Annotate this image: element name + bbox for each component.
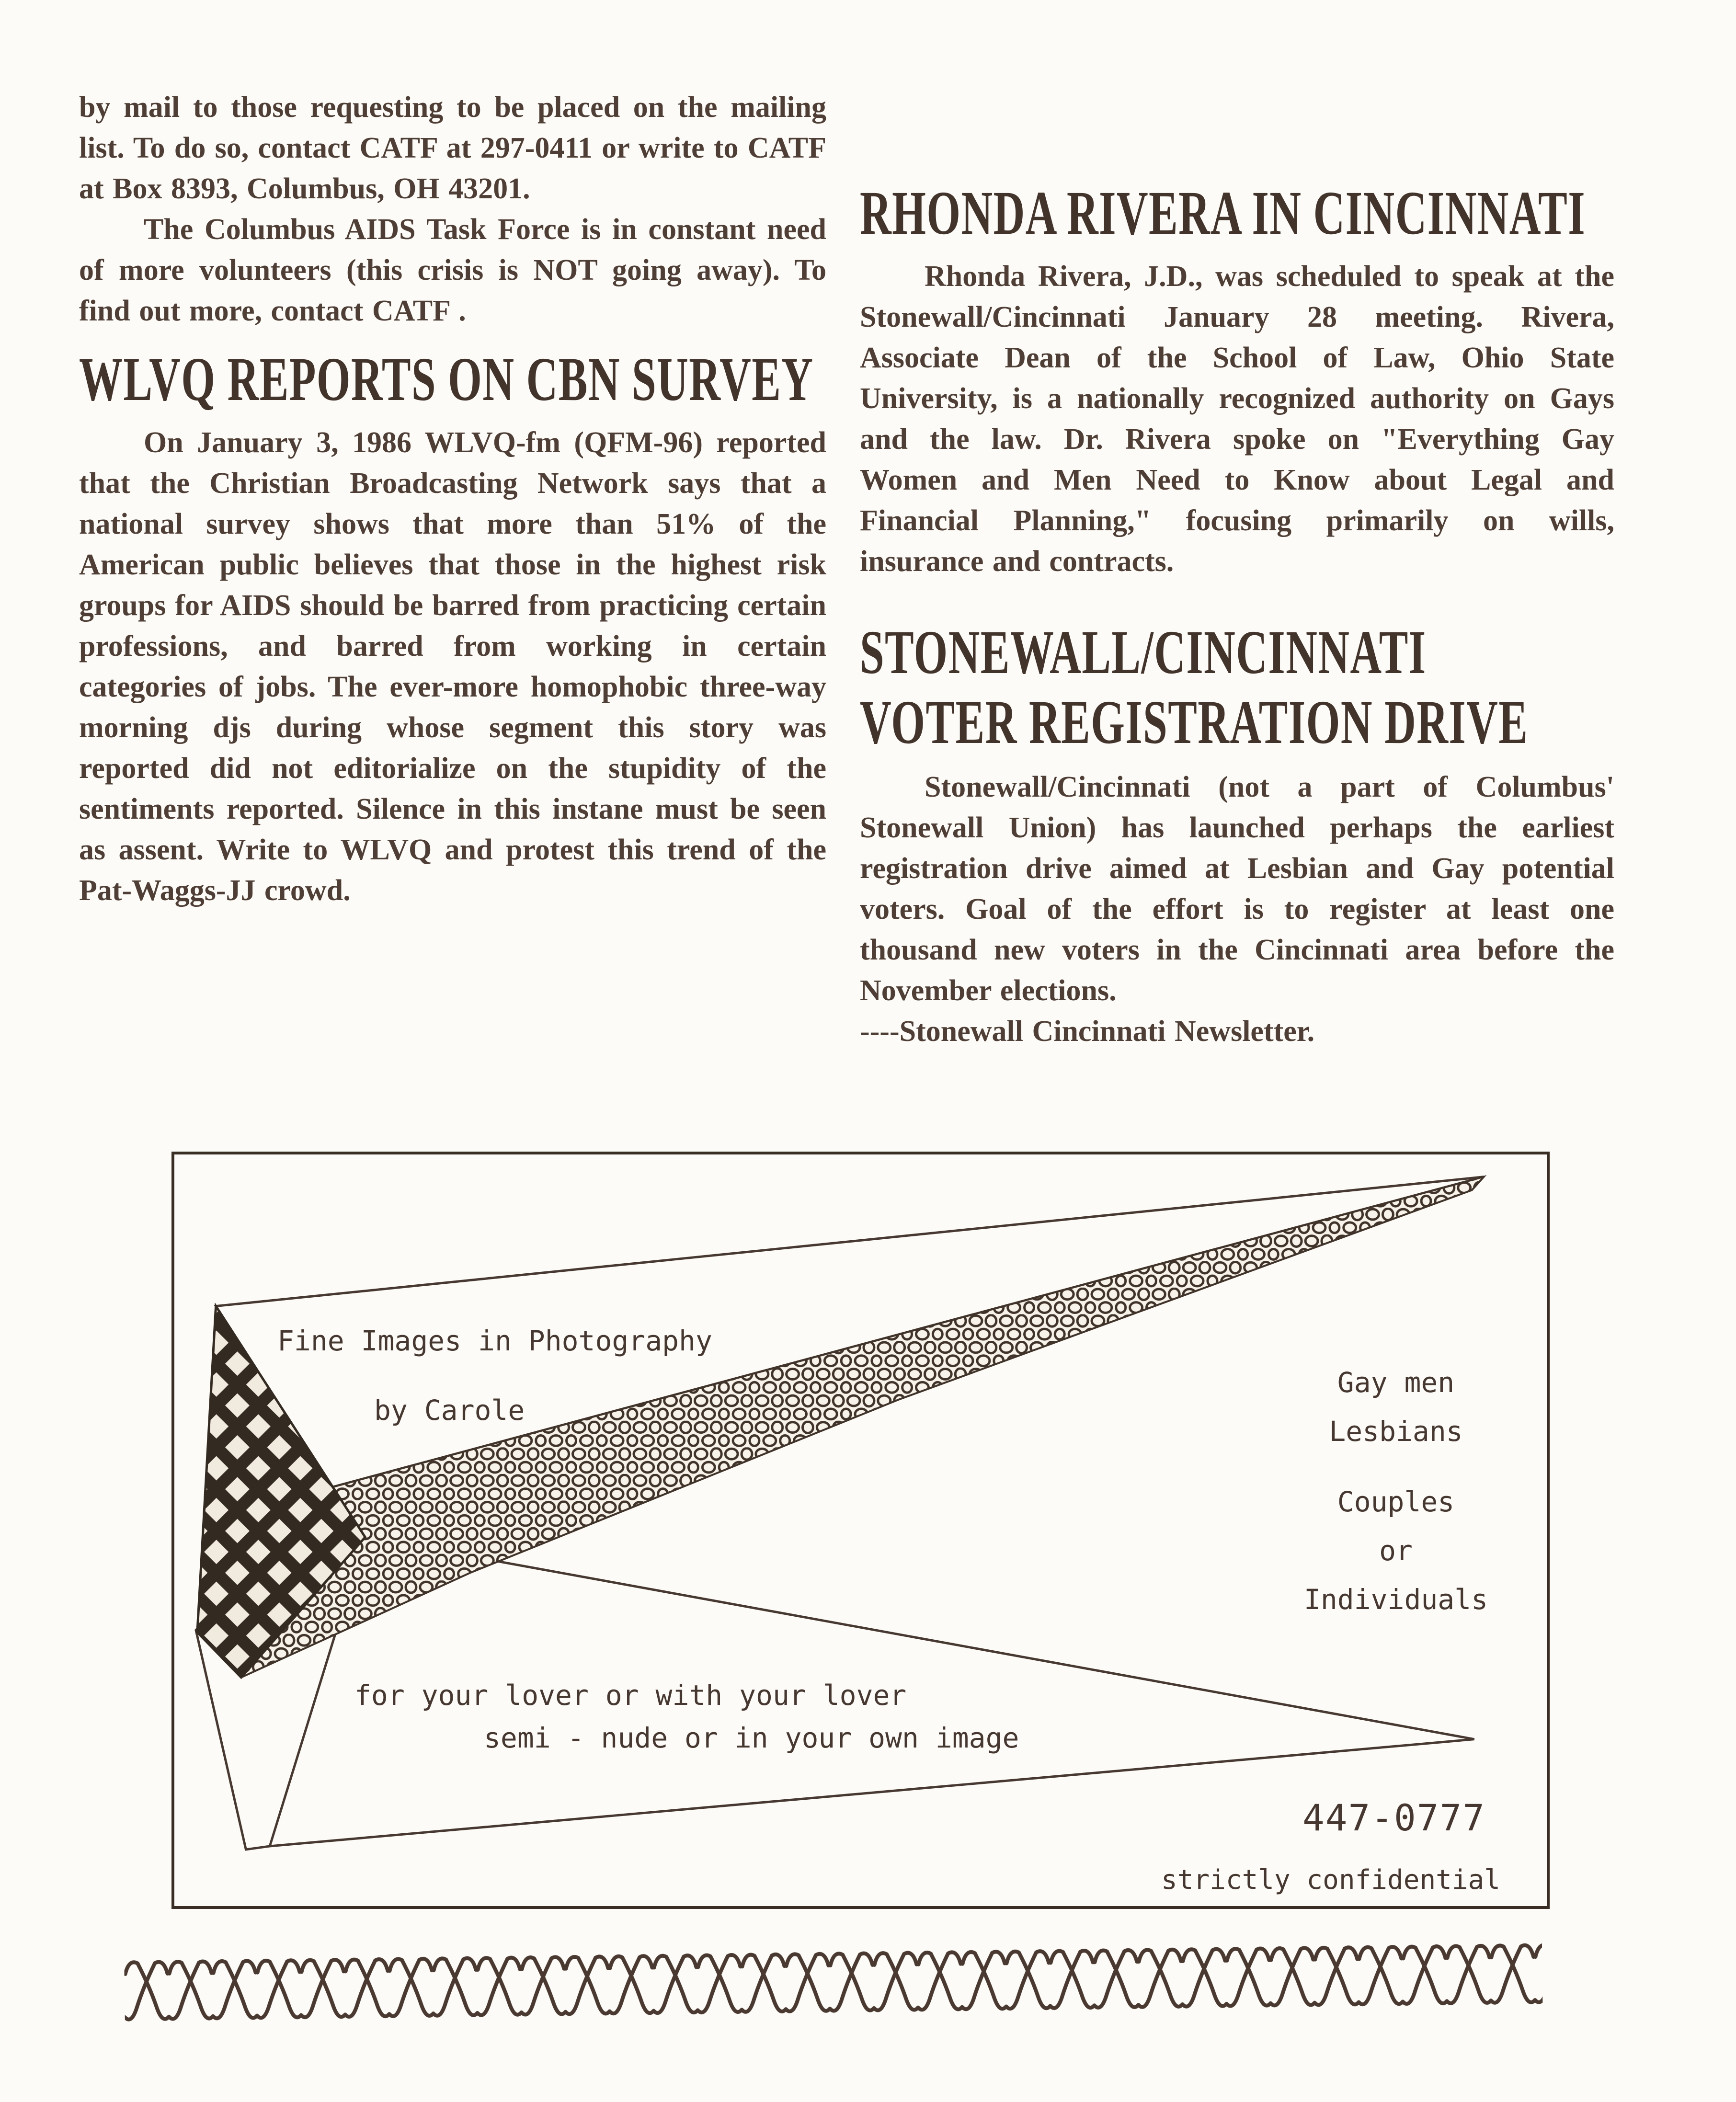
ad-title: Fine Images in Photography (277, 1325, 712, 1357)
heading-line: STONEWALL/CINCINNATI (860, 618, 1427, 687)
right-column (860, 160, 1614, 1052)
ad-audience-item: Couples (1337, 1485, 1455, 1518)
paragraph-rhonda-rivera: Rhonda Rivera, J.D., was scheduled to speak at the Stonewall/Cincinnati January 28 meeting. Rivera, Associate Dean of the School of Law, Ohio State University, is a nationally recognized authority on Gays and the law. Dr. Rivera spoke on "Everything Gay Women and Men Need to Know about Legal and Financial Planning," focusing primarily on wills, insurance and contracts. (860, 260, 1614, 578)
section-heading-rhonda-rivera: RHONDA RIVERA IN CINCINNATI (860, 179, 1586, 248)
ad-audience-item: Individuals (1303, 1583, 1488, 1616)
paragraph-wlvq-survey: On January 3, 1986 WLVQ-fm (QFM-96) reported that the Christian Broadcasting Network says that a national survey shows that more than 51% of the American public believes that those in the highest risk groups for AIDS should be barred from practicing certain professions, and barred from working in certain categories of jobs. The ever-more homophobic three-way morning djs during whose segment this story was reported did not editorialize on the stupidity of the sentiments reported. Silence in this instane must be seen as assent. Write to WLVQ and protest this trend of the Pat-Waggs-JJ crowd. (79, 426, 826, 907)
ad-byline: by Carole (374, 1394, 525, 1427)
ad-tagline-line1: for your lover or with your lover (354, 1679, 907, 1712)
ad-audience-item: Lesbians (1329, 1415, 1463, 1448)
decorative-braid-border (124, 1940, 1543, 2029)
paragraph-mailing-list: by mail to those requesting to be placed on the mailing list. To do so, contact CATF at 297-0411 or write to CATF at Box 8393, Columbus, OH 43201. (79, 91, 826, 205)
ad-phone-number: 447-0777 (1302, 1796, 1486, 1839)
ad-box (171, 1152, 1550, 1909)
section-heading-wlvq: WLVQ REPORTS ON CBN SURVEY (79, 345, 814, 414)
ad-audience-item: or (1379, 1534, 1413, 1567)
paragraph-volunteers: The Columbus AIDS Task Force is in constant need of more volunteers (this crisis is NOT going away). To find out more, contact CATF . (79, 213, 826, 327)
heading-line: VOTER REGISTRATION DRIVE (860, 687, 1529, 757)
paragraph-voter-drive: Stonewall/Cincinnati (not a part of Columbus' Stonewall Union) has launched perhaps the earliest registration drive aimed at Lesbian and Gay potential voters. Goal of the effort is to register at least one thousand new voters in the Cincinnati area before the November elections. (860, 771, 1614, 1007)
credit-line: ----Stonewall Cincinnati Newsletter. (860, 1015, 1315, 1048)
section-heading-voter-drive (860, 618, 1529, 757)
left-column (79, 87, 826, 911)
ad-confidential-note: strictly confidential (1161, 1864, 1501, 1896)
ad-tagline-line2: semi - nude or in your own image (484, 1722, 1019, 1754)
ad-audience-list (1238, 1358, 1554, 1624)
ad-audience-item: Gay men (1337, 1366, 1455, 1399)
